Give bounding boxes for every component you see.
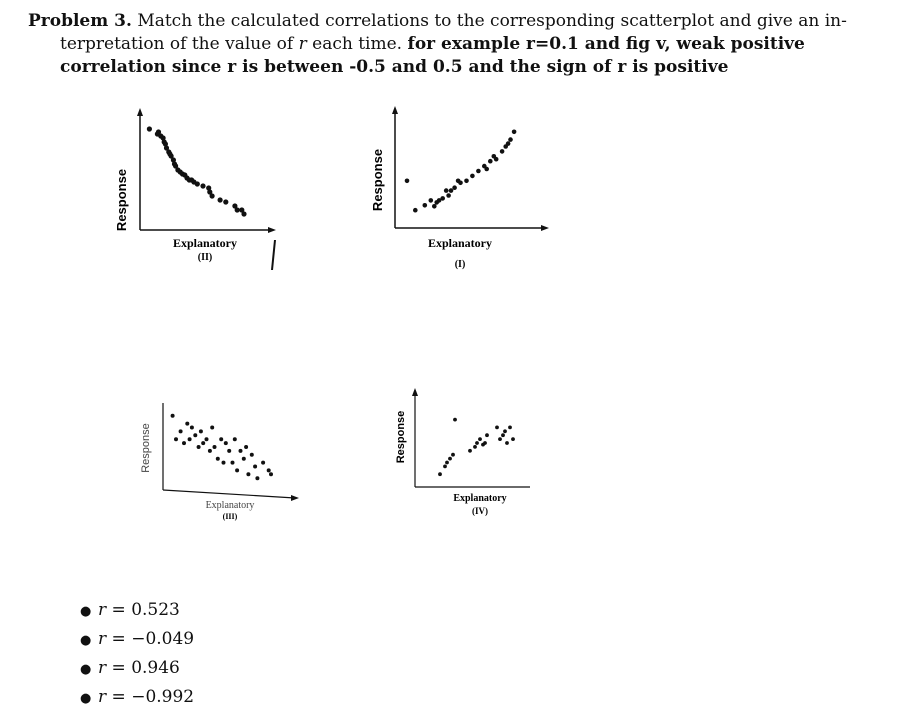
data-point	[494, 157, 499, 162]
data-point	[483, 441, 487, 445]
data-point	[185, 422, 189, 426]
scatterplot-IV-svg	[395, 382, 555, 522]
r-variable: r	[98, 687, 107, 707]
data-point	[448, 457, 452, 461]
data-point	[216, 457, 220, 461]
plot-caption: (I)	[454, 259, 466, 270]
equals-sign: =	[111, 629, 126, 649]
data-point	[208, 449, 212, 453]
data-point	[174, 437, 178, 441]
scatter-points	[405, 130, 517, 213]
data-point	[452, 185, 457, 190]
scatter-points	[171, 414, 273, 480]
data-point	[205, 437, 209, 441]
data-point	[470, 174, 475, 179]
x-axis-label: Explanatory	[205, 500, 255, 511]
data-point	[267, 468, 271, 472]
data-point	[413, 208, 418, 213]
data-point	[182, 441, 186, 445]
problem-line-3: correlation since r is between -0.5 and 0.5 and the sign of r is positive	[60, 57, 729, 77]
x-axis-arrow	[541, 225, 549, 231]
x-axis-arrow	[268, 227, 276, 233]
data-point	[495, 426, 499, 430]
data-point	[468, 449, 472, 453]
r-value: −0.992	[131, 687, 195, 707]
list-item	[80, 654, 194, 683]
data-point	[241, 211, 246, 216]
pen-mark-decoration	[268, 240, 278, 272]
data-point	[501, 433, 505, 437]
data-point	[199, 429, 203, 433]
data-point	[464, 179, 469, 184]
data-point	[458, 181, 463, 186]
problem-text-2b: each time.	[312, 34, 403, 54]
data-point	[218, 197, 223, 202]
x-axis	[163, 490, 295, 498]
data-point	[188, 437, 192, 441]
bullet-icon: ●	[80, 633, 92, 648]
scatter-points	[438, 418, 515, 476]
equals-sign: =	[111, 658, 126, 678]
data-point	[147, 126, 152, 131]
data-point	[193, 433, 197, 437]
data-point	[444, 188, 449, 193]
problem-label: Problem 3.	[28, 11, 132, 31]
x-axis-label: Explanatory	[172, 236, 238, 250]
bullet-icon: ●	[80, 691, 92, 706]
data-point	[423, 203, 428, 208]
data-point	[235, 468, 239, 472]
data-point	[269, 472, 273, 476]
data-point	[508, 426, 512, 430]
data-point	[231, 461, 235, 465]
data-point	[261, 461, 265, 465]
list-item	[80, 596, 194, 625]
y-axis-arrow	[412, 388, 418, 396]
data-point	[432, 204, 437, 209]
r-variable: r	[98, 629, 107, 649]
data-point	[239, 449, 243, 453]
data-point	[500, 149, 505, 154]
problem-example: for example r=0.1 and fig v, weak positive	[407, 34, 805, 54]
data-point	[453, 418, 457, 422]
r-value: 0.523	[131, 600, 180, 620]
problem-var-r: r	[298, 34, 307, 54]
data-point	[244, 445, 248, 449]
scatterplot-I-svg	[365, 100, 565, 280]
data-point	[201, 441, 205, 445]
data-point	[210, 426, 214, 430]
data-point	[498, 437, 502, 441]
data-point	[438, 472, 442, 476]
x-axis-arrow	[291, 495, 299, 501]
data-point	[505, 441, 509, 445]
problem-statement	[28, 10, 847, 79]
problem-text-2: terpretation of the value of	[60, 34, 294, 54]
scatterplot-IV	[395, 382, 555, 522]
equals-sign: =	[111, 600, 126, 620]
data-point	[429, 198, 434, 203]
y-axis-label: Response	[370, 148, 385, 212]
data-point	[242, 457, 246, 461]
r-variable: r	[98, 600, 107, 620]
data-point	[503, 429, 507, 433]
list-item	[80, 625, 194, 654]
plot-caption: (IV)	[472, 506, 488, 516]
correlation-list	[80, 596, 194, 712]
data-point	[210, 193, 215, 198]
data-point	[246, 472, 250, 476]
data-point	[476, 169, 481, 174]
scatterplot-II	[110, 100, 310, 280]
bullet-icon: ●	[80, 604, 92, 619]
y-axis-label: Response	[114, 168, 129, 232]
plot-caption: (II)	[197, 252, 213, 263]
data-point	[219, 437, 223, 441]
data-point	[445, 461, 449, 465]
data-point	[224, 441, 228, 445]
data-point	[440, 196, 445, 201]
data-point	[223, 199, 228, 204]
r-value: −0.049	[131, 629, 195, 649]
data-point	[485, 433, 489, 437]
data-point	[253, 465, 257, 469]
data-point	[506, 141, 511, 146]
y-axis-arrow	[137, 108, 143, 116]
data-point	[250, 453, 254, 457]
problem-line-1	[28, 10, 847, 33]
data-point	[451, 453, 455, 457]
data-point	[235, 207, 240, 212]
data-point	[195, 181, 200, 186]
y-axis-label: Response	[395, 410, 407, 464]
data-point	[484, 167, 489, 172]
data-point	[449, 188, 454, 193]
data-point	[475, 441, 479, 445]
data-point	[443, 465, 447, 469]
data-point	[171, 414, 175, 418]
data-point	[255, 476, 259, 480]
data-point	[213, 445, 217, 449]
data-point	[227, 449, 231, 453]
x-axis-label: Explanatory	[453, 493, 507, 504]
data-point	[405, 179, 410, 184]
equals-sign: =	[111, 687, 126, 707]
data-point	[446, 193, 451, 198]
scatter-points	[147, 126, 247, 216]
data-point	[473, 445, 477, 449]
data-point	[508, 137, 513, 142]
r-value: 0.946	[131, 658, 180, 678]
bullet-icon: ●	[80, 662, 92, 677]
y-axis-arrow	[392, 106, 398, 114]
plot-caption: (III)	[222, 512, 238, 521]
data-point	[179, 429, 183, 433]
data-point	[190, 426, 194, 430]
y-axis-label: Response	[140, 423, 152, 473]
r-variable: r	[98, 658, 107, 678]
data-point	[478, 437, 482, 441]
data-point	[488, 159, 493, 164]
data-point	[512, 130, 517, 135]
scatterplot-III-svg	[135, 398, 325, 538]
scatterplot-III	[135, 398, 325, 538]
data-point	[200, 183, 205, 188]
data-point	[197, 445, 201, 449]
scatterplot-II-svg	[110, 100, 310, 280]
data-point	[222, 461, 226, 465]
problem-line-2	[28, 33, 828, 56]
scatterplot-I	[365, 100, 565, 280]
x-axis-label: Explanatory	[427, 236, 493, 250]
data-point	[233, 437, 237, 441]
data-point	[511, 437, 515, 441]
list-item	[80, 683, 194, 712]
problem-text-1: Match the calculated correlations to the corresponding scatterplot and give an in-	[137, 11, 847, 31]
